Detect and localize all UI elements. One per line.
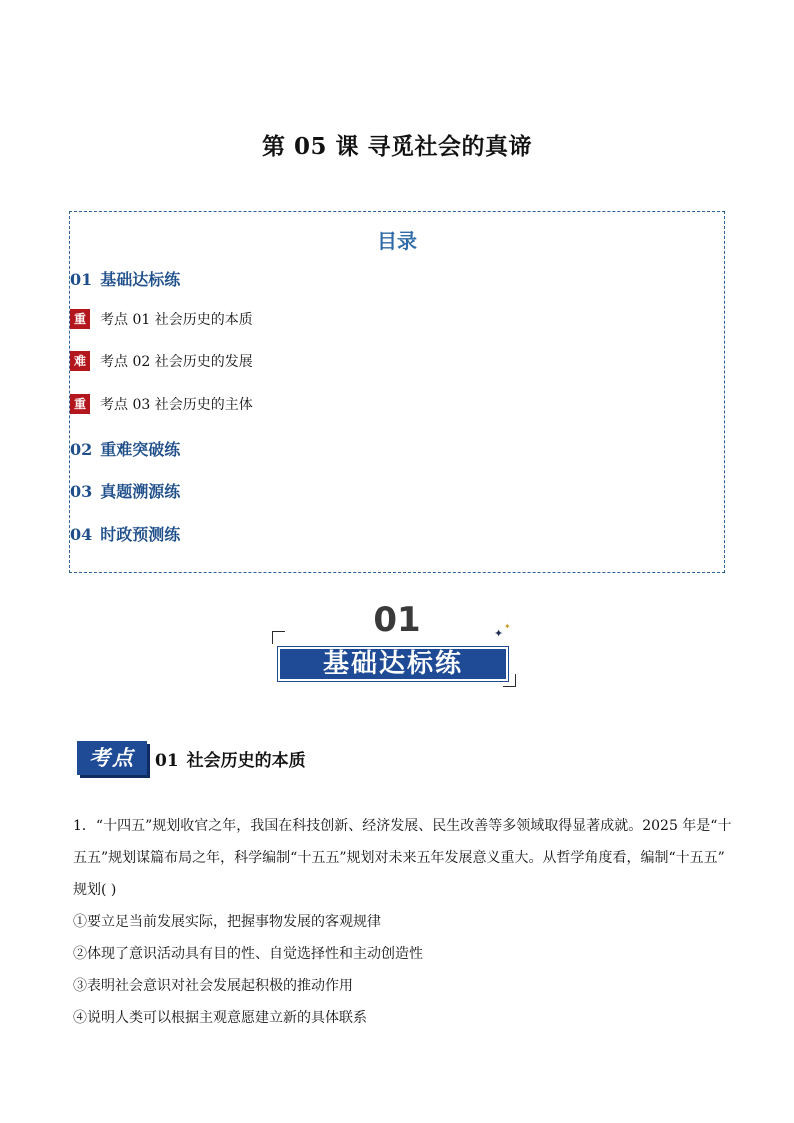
sparkle-icon: ✦: [504, 622, 511, 631]
toc-item-1[interactable]: [70, 309, 253, 329]
toc-section-number: 03: [70, 482, 93, 501]
difficult-point-tag: 难: [70, 351, 90, 371]
toc-section-3[interactable]: [70, 479, 180, 502]
kaodian-title: [155, 746, 306, 771]
kaodian-heading: [77, 740, 306, 776]
toc-item-3[interactable]: [70, 394, 253, 414]
table-of-contents: [69, 211, 725, 573]
section-banner-label: 基础达标练: [278, 647, 508, 681]
toc-section-label: 重难突破练: [100, 440, 181, 459]
toc-section-label: 基础达标练: [100, 270, 181, 289]
question-option: ②体现了意识活动具有目的性、自觉选择性和主动创造性: [73, 946, 423, 962]
kaodian-badge: 考点: [77, 741, 147, 775]
toc-section-label: 时政预测练: [100, 525, 181, 544]
toc-item-label: 考点 01 社会历史的本质: [100, 312, 253, 328]
kaodian-label: 社会历史的本质: [186, 750, 306, 771]
key-point-tag: 重: [70, 394, 90, 414]
sparkle-icon: ✦: [494, 627, 504, 640]
toc-section-1[interactable]: [70, 267, 180, 290]
toc-section-number: 01: [70, 270, 93, 289]
section-banner-number: 01: [373, 600, 421, 640]
question-option: ③表明社会意识对社会发展起积极的推动作用: [73, 978, 353, 994]
toc-item-label: 考点 03 社会历史的主体: [100, 397, 253, 413]
toc-section-label: 真题溯源练: [100, 482, 181, 501]
question-stem-line: 规划( ): [73, 882, 117, 898]
key-point-tag: 重: [70, 309, 90, 329]
toc-section-number: 02: [70, 440, 93, 459]
toc-section-4[interactable]: [70, 522, 180, 545]
banner-corner-bracket: [272, 631, 285, 644]
toc-heading: 目录: [377, 229, 417, 253]
toc-item-2[interactable]: [70, 351, 253, 371]
toc-section-2[interactable]: [70, 437, 180, 460]
kaodian-number: 01: [155, 750, 179, 771]
question-stem-line: 五五”规划谋篇布局之年，科学编制“十五五”规划对未来五年发展意义重大。从哲学角度看，编制“十五五”: [73, 850, 725, 866]
page-title: 第 05 课 寻觅社会的真谛: [261, 133, 533, 160]
question-option: ④说明人类可以根据主观意愿建立新的具体联系: [73, 1010, 367, 1026]
toc-section-number: 04: [70, 525, 93, 544]
section-banner: [272, 622, 516, 687]
question-option: ①要立足当前发展实际，把握事物发展的客观规律: [73, 914, 381, 930]
question-stem-line: 1．“十四五”规划收官之年，我国在科技创新、经济发展、民生改善等多领域取得显著成就。2025 年是“十: [73, 818, 732, 834]
toc-item-label: 考点 02 社会历史的发展: [100, 354, 253, 370]
question-1: [73, 810, 732, 1034]
